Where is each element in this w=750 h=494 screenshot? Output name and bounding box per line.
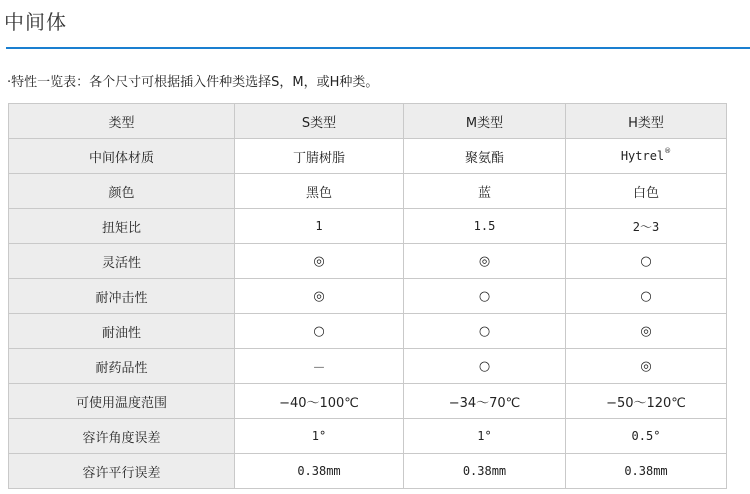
rating-symbol: ○	[404, 314, 566, 349]
table-cell: 0.38mm	[404, 454, 566, 489]
rating-symbol: ○	[404, 279, 566, 314]
table-cell: 0.38mm	[235, 454, 404, 489]
row-label-temperature-range: 可使用温度范围	[9, 384, 235, 419]
table-row	[9, 279, 727, 314]
table-cell: −40～100℃	[235, 384, 404, 419]
rating-symbol: ○	[566, 244, 727, 279]
table-cell: −34～70℃	[404, 384, 566, 419]
row-label-parallel-misalignment: 容许平行误差	[9, 454, 235, 489]
table-cell: 蓝	[404, 174, 566, 209]
table-row	[9, 209, 727, 244]
row-label-angular-misalignment: 容许角度误差	[9, 419, 235, 454]
table-row	[9, 384, 727, 419]
table-cell: 黑色	[235, 174, 404, 209]
table-cell: −50～120℃	[566, 384, 727, 419]
table-row	[9, 139, 727, 174]
rating-symbol: ◎	[235, 279, 404, 314]
table-row	[9, 174, 727, 209]
rating-symbol: ○	[566, 279, 727, 314]
table-row	[9, 419, 727, 454]
table-row	[9, 454, 727, 489]
header-cell-type: 类型	[9, 104, 235, 139]
rating-symbol: ◎	[235, 244, 404, 279]
table-cell: 1.5	[404, 209, 566, 244]
rating-symbol: ◎	[566, 349, 727, 384]
table-row	[9, 349, 727, 384]
table-row	[9, 314, 727, 349]
table-cell: 聚氨酯	[404, 139, 566, 174]
page-title: 中间体	[4, 10, 67, 34]
table-cell	[566, 139, 727, 174]
header-cell-h: H类型	[566, 104, 727, 139]
row-label-material: 中间体材质	[9, 139, 235, 174]
row-label-chemical-resistance: 耐药品性	[9, 349, 235, 384]
header-cell-s: S类型	[235, 104, 404, 139]
row-label-torque-ratio: 扭矩比	[9, 209, 235, 244]
table-cell: 0.38mm	[566, 454, 727, 489]
spec-table	[8, 103, 727, 489]
header-cell-m: M类型	[404, 104, 566, 139]
title-divider	[6, 47, 750, 49]
table-header-row	[9, 104, 727, 139]
rating-symbol: ○	[235, 314, 404, 349]
characteristics-note: ·特性一览表：各个尺寸可根据插入件种类选择S，M，或H种类。	[7, 75, 379, 90]
table-cell: 丁腈树脂	[235, 139, 404, 174]
table-cell: 0.5°	[566, 419, 727, 454]
table-cell: 白色	[566, 174, 727, 209]
trademark-mark: ®	[664, 146, 672, 155]
table-cell: 1	[235, 209, 404, 244]
row-label-impact-resistance: 耐冲击性	[9, 279, 235, 314]
row-label-oil-resistance: 耐油性	[9, 314, 235, 349]
hytrel-label: Hytrel	[620, 148, 665, 163]
table-row	[9, 244, 727, 279]
table-cell: 1°	[235, 419, 404, 454]
row-label-flexibility: 灵活性	[9, 244, 235, 279]
rating-symbol: ◎	[404, 244, 566, 279]
rating-symbol: －	[235, 349, 404, 384]
row-label-color: 颜色	[9, 174, 235, 209]
table-cell: 1°	[404, 419, 566, 454]
table-cell: 2～3	[566, 209, 727, 244]
rating-symbol: ◎	[566, 314, 727, 349]
rating-symbol: ○	[404, 349, 566, 384]
